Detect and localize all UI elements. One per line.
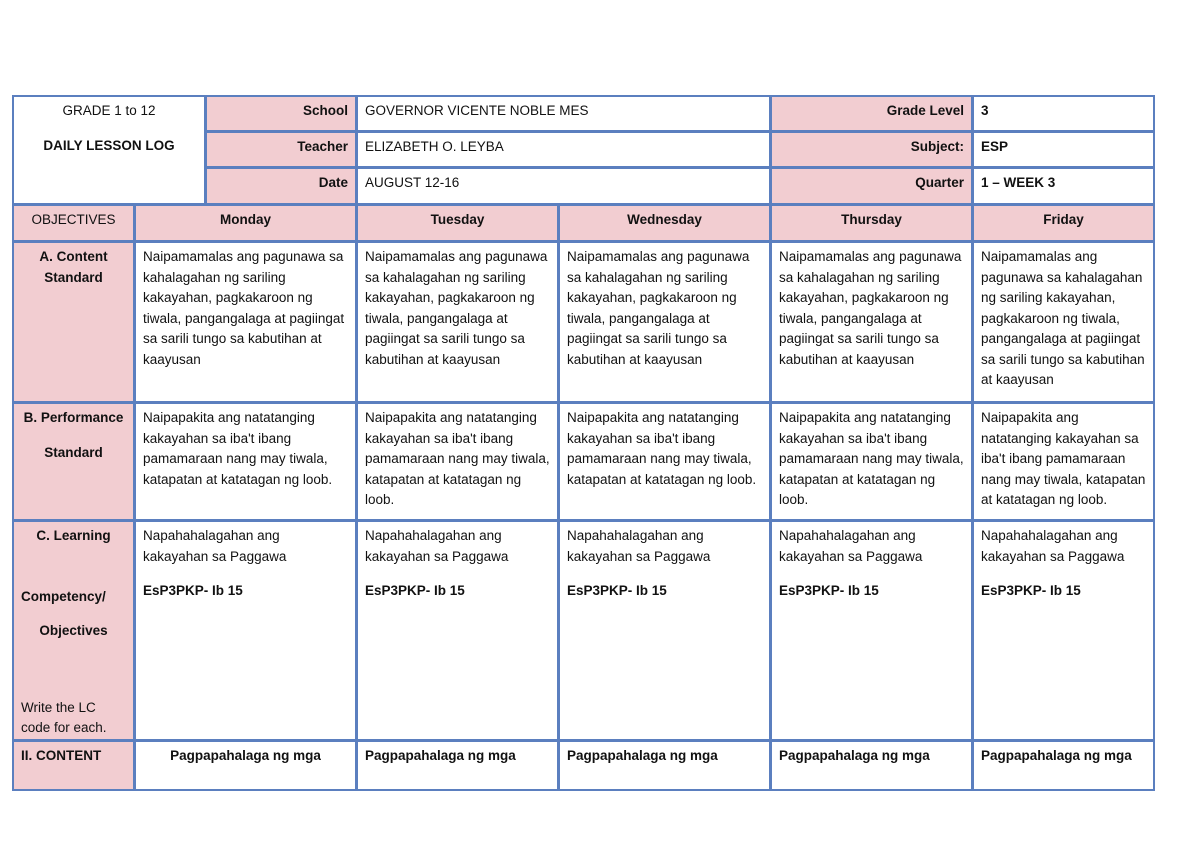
- day-header-wednesday: Wednesday: [558, 204, 771, 242]
- content-thursday: Pagpapahalaga ng mga: [770, 740, 973, 791]
- content-standard-label: A. Content Standard: [12, 241, 135, 403]
- learning-label-line3: Objectives: [39, 623, 108, 638]
- learning-label-line1: C. Learning: [36, 528, 111, 543]
- subject-value: ESP: [972, 131, 1155, 168]
- learning-competency-label: [12, 520, 135, 741]
- learning-text: Napahahalagahan ang kakayahan sa Paggawa: [365, 528, 509, 564]
- objectives-header: OBJECTIVES: [12, 204, 135, 242]
- learning-competency-friday: [972, 520, 1155, 741]
- grade-range: GRADE 1 to 12: [62, 103, 156, 118]
- content-friday: Pagpapahalaga ng mga: [972, 740, 1155, 791]
- day-header-tuesday: Tuesday: [356, 204, 559, 242]
- performance-standard-label: [12, 402, 135, 521]
- school-label: School: [205, 95, 357, 132]
- content-tuesday: Pagpapahalaga ng mga: [356, 740, 559, 791]
- learning-competency-tuesday: [356, 520, 559, 741]
- learning-label-line2: Competency/: [21, 588, 106, 604]
- performance-standard-wednesday: Naipapakita ang natatanging kakayahan sa iba't ibang pamamaraan nang may tiwala, katapatan at katatagan ng loob.: [558, 402, 771, 521]
- learning-competency-thursday: [770, 520, 973, 741]
- quarter-label: Quarter: [770, 167, 973, 205]
- day-header-monday: Monday: [134, 204, 357, 242]
- learning-text: Napahahalagahan ang kakayahan sa Paggawa: [981, 528, 1125, 564]
- quarter-value: 1 – WEEK 3: [972, 167, 1155, 205]
- teacher-label: Teacher: [205, 131, 357, 168]
- learning-code: EsP3PKP- Ib 15: [365, 583, 465, 598]
- content-standard-wednesday: Naipamamalas ang pagunawa sa kahalagahan ng sariling kakayahan, pagkakaroon ng tiwala, pangangalaga at pagiingat sa sarili tungo sa kabutihan at kaayusan: [558, 241, 771, 403]
- content-section-label: II. CONTENT: [12, 740, 135, 791]
- content-standard-tuesday: Naipamamalas ang pagunawa sa kahalagahan ng sariling kakayahan, pagkakaroon ng tiwala, pangangalaga at pagiingat sa sarili tungo sa kabutihan at kaayusan: [356, 241, 559, 403]
- learning-code: EsP3PKP- Ib 15: [567, 583, 667, 598]
- grade-level-label: Grade Level: [770, 95, 973, 132]
- learning-code: EsP3PKP- Ib 15: [143, 583, 243, 598]
- subject-label: Subject:: [770, 131, 973, 168]
- content-standard-friday: Naipamamalas ang pagunawa sa kahalagahan ng sariling kakayahan, pagkakaroon ng tiwala, pangangalaga at pagiingat sa sarili tungo sa kabutihan at kaayusan: [972, 241, 1155, 403]
- learning-text: Napahahalagahan ang kakayahan sa Paggawa: [779, 528, 923, 564]
- performance-standard-label-line1: B. Performance: [23, 410, 124, 425]
- date-value: AUGUST 12-16: [356, 167, 771, 205]
- content-standard-thursday: Naipamamalas ang pagunawa sa kahalagahan ng sariling kakayahan, pagkakaroon ng tiwala, pangangalaga at pagiingat sa sarili tungo sa kabutihan at kaayusan: [770, 241, 973, 403]
- learning-text: Napahahalagahan ang kakayahan sa Paggawa: [567, 528, 711, 564]
- day-header-thursday: Thursday: [770, 204, 973, 242]
- content-monday: Pagpapahalaga ng mga: [134, 740, 357, 791]
- learning-label-note: Write the LC code for each.: [21, 699, 107, 735]
- learning-code: EsP3PKP- Ib 15: [779, 583, 879, 598]
- learning-competency-wednesday: [558, 520, 771, 741]
- grade-title-cell: [12, 95, 206, 205]
- school-value: GOVERNOR VICENTE NOBLE MES: [356, 95, 771, 132]
- performance-standard-thursday: Naipapakita ang natatanging kakayahan sa iba't ibang pamamaraan nang may tiwala, katapatan at katatagan ng loob.: [770, 402, 973, 521]
- teacher-value: ELIZABETH O. LEYBA: [356, 131, 771, 168]
- content-standard-monday: Naipamamalas ang pagunawa sa kahalagahan ng sariling kakayahan, pagkakaroon ng tiwala, pangangalaga at pagiingat sa sarili tungo sa kabutihan at kaayusan: [134, 241, 357, 403]
- performance-standard-monday: Naipapakita ang natatanging kakayahan sa iba't ibang pamamaraan nang may tiwala, katapatan at katatagan ng loob.: [134, 402, 357, 521]
- learning-text: Napahahalagahan ang kakayahan sa Paggawa: [143, 528, 287, 564]
- grade-level-value: 3: [972, 95, 1155, 132]
- performance-standard-friday: Naipapakita ang natatanging kakayahan sa iba't ibang pamamaraan nang may tiwala, katapatan at katatagan ng loob.: [972, 402, 1155, 521]
- learning-code: EsP3PKP- Ib 15: [981, 583, 1081, 598]
- content-wednesday: Pagpapahalaga ng mga: [558, 740, 771, 791]
- daily-lesson-log-title: DAILY LESSON LOG: [43, 137, 175, 153]
- learning-competency-monday: [134, 520, 357, 741]
- performance-standard-label-line2: Standard: [44, 444, 103, 460]
- day-header-friday: Friday: [972, 204, 1155, 242]
- performance-standard-tuesday: Naipapakita ang natatanging kakayahan sa iba't ibang pamamaraan nang may tiwala, katapatan at katatagan ng loob.: [356, 402, 559, 521]
- date-label: Date: [205, 167, 357, 205]
